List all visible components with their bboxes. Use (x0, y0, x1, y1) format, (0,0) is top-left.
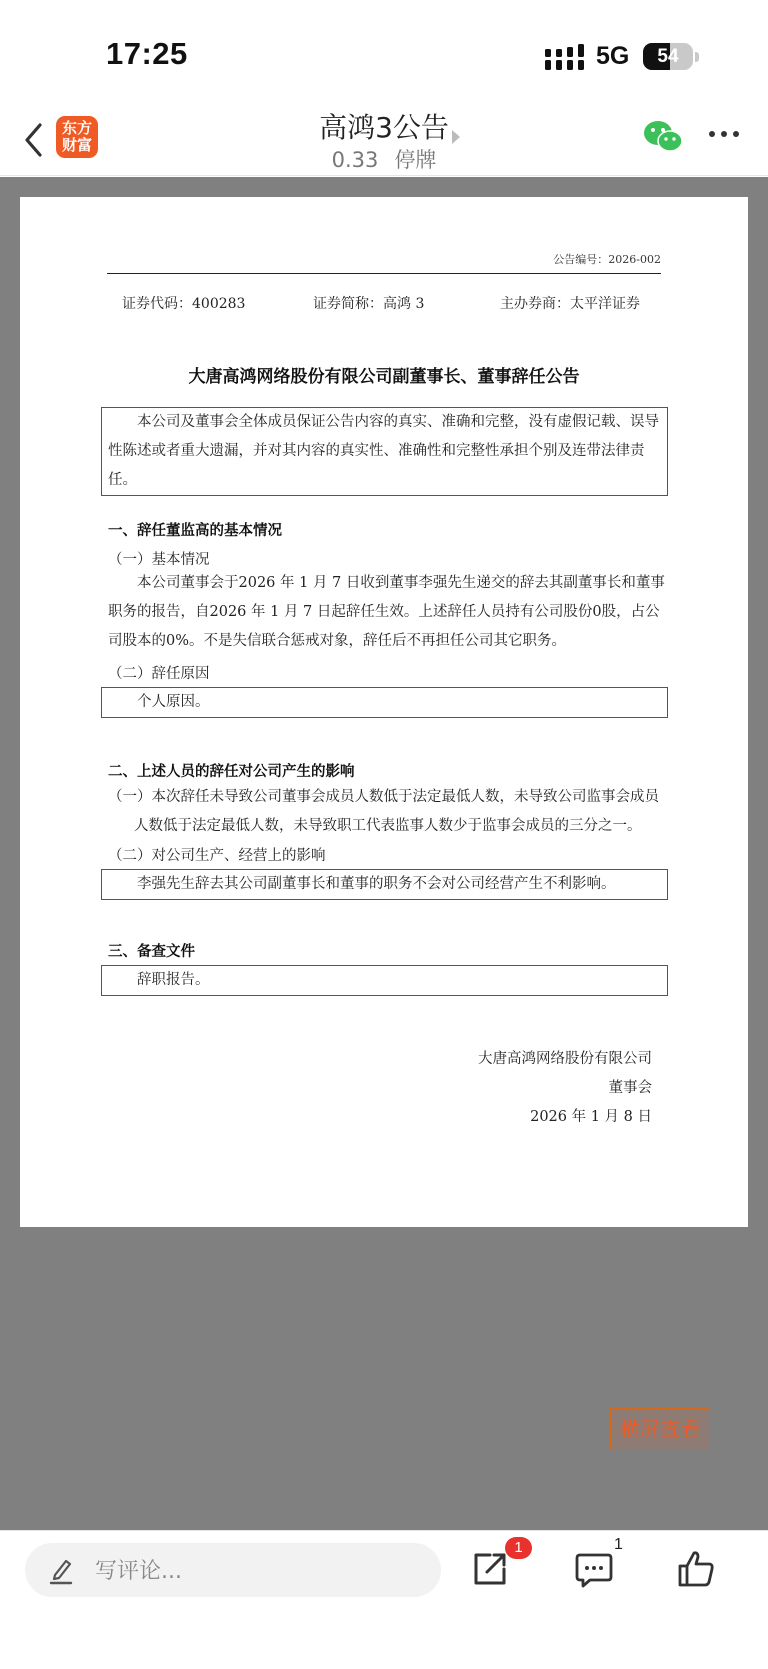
signer-board: 董事会 (608, 1080, 652, 1096)
impact-box (101, 869, 668, 900)
stock-status: 停牌 (394, 148, 437, 172)
section2-title: 二、上述人员的辞任对公司产生的影响 (108, 763, 355, 780)
security-name: 证券简称：高鸿 3 (313, 296, 425, 312)
stock-price: 0.33 (331, 148, 379, 172)
section1-sub1: （一）基本情况 (108, 552, 210, 568)
bottom-bar (0, 1530, 768, 1669)
landscape-view-button[interactable]: 横屏查看 (610, 1408, 710, 1450)
sign-date: 2026 年 1 月 8 日 (530, 1109, 652, 1125)
stock-title[interactable]: 高鸿3公告 (319, 111, 449, 144)
share-badge: 1 (505, 1537, 532, 1559)
section1-title: 一、辞任董监高的基本情况 (108, 522, 282, 539)
impact-text: 李强先生辞去其公司副董事长和董事的职务不会对公司经营产生不利影响。 (137, 876, 616, 892)
reason-text: 个人原因。 (137, 694, 210, 710)
document-page (20, 197, 748, 1227)
doc-title: 大唐高鸿网络股份有限公司副董事长、董事辞任公告 (188, 367, 580, 387)
more-icon[interactable] (708, 128, 740, 140)
document-viewer[interactable] (0, 177, 768, 1530)
file-box (101, 965, 668, 996)
comment-placeholder: 写评论... (95, 1559, 182, 1584)
thumbs-up-icon[interactable] (676, 1549, 716, 1589)
app-logo-line2: 财富 (61, 136, 92, 154)
signal-icon (545, 44, 585, 70)
network-type: 5G (596, 42, 630, 70)
section1-sub2: （二）辞任原因 (108, 666, 210, 682)
reason-box (101, 687, 668, 718)
battery-tip (695, 52, 699, 62)
header-rule (107, 273, 661, 274)
disclaimer-box (101, 407, 668, 496)
section2-item1: （一）本次辞任未导致公司董事会成员人数低于法定最低人数，未导致公司监事会成员人数低于法定最低人数，未导致职工代表监事人数少于监事会成员的三分之一。 (108, 789, 659, 834)
status-bar (0, 0, 768, 108)
section2-sub2: （二）对公司生产、经营上的影响 (108, 848, 326, 864)
wechat-share-icon[interactable] (643, 119, 683, 153)
section1-para: 本公司董事会于2026 年 1 月 7 日收到董事李强先生递交的辞去其副董事长和董事职务的报告，自2026 年 1 月 7 日起辞任生效。上述辞任人员持有公司股份0股，占公司股本的0%。不是失信联合惩戒对象，辞任后不再担任公司其它职务。 (108, 575, 665, 649)
status-time: 17:25 (106, 36, 188, 71)
battery-percent: 54 (657, 46, 679, 67)
battery-icon (643, 43, 693, 70)
comment-count: 1 (614, 1536, 623, 1553)
comment-input[interactable] (25, 1543, 441, 1597)
disclaimer-text: 本公司及董事会全体成员保证公告内容的真实、准确和完整，没有虚假记载、误导性陈述或者重大遗漏，并对其内容的真实性、准确性和完整性承担个别及连带法律责任。 (108, 414, 659, 488)
section3-title: 三、备查文件 (108, 943, 195, 960)
pencil-icon (47, 1555, 75, 1585)
security-code: 证券代码：400283 (122, 296, 246, 312)
broker: 主办券商：太平洋证券 (500, 296, 640, 312)
share-icon[interactable] (470, 1549, 510, 1589)
comment-icon[interactable] (574, 1551, 614, 1589)
file-text: 辞职报告。 (137, 972, 210, 988)
caret-right-icon[interactable] (452, 130, 460, 144)
doc-number: 公告编号：2026-002 (553, 253, 661, 266)
signer-company: 大唐高鸿网络股份有限公司 (478, 1051, 652, 1067)
nav-bar (0, 108, 768, 176)
app-logo-line1: 东方 (61, 119, 92, 137)
